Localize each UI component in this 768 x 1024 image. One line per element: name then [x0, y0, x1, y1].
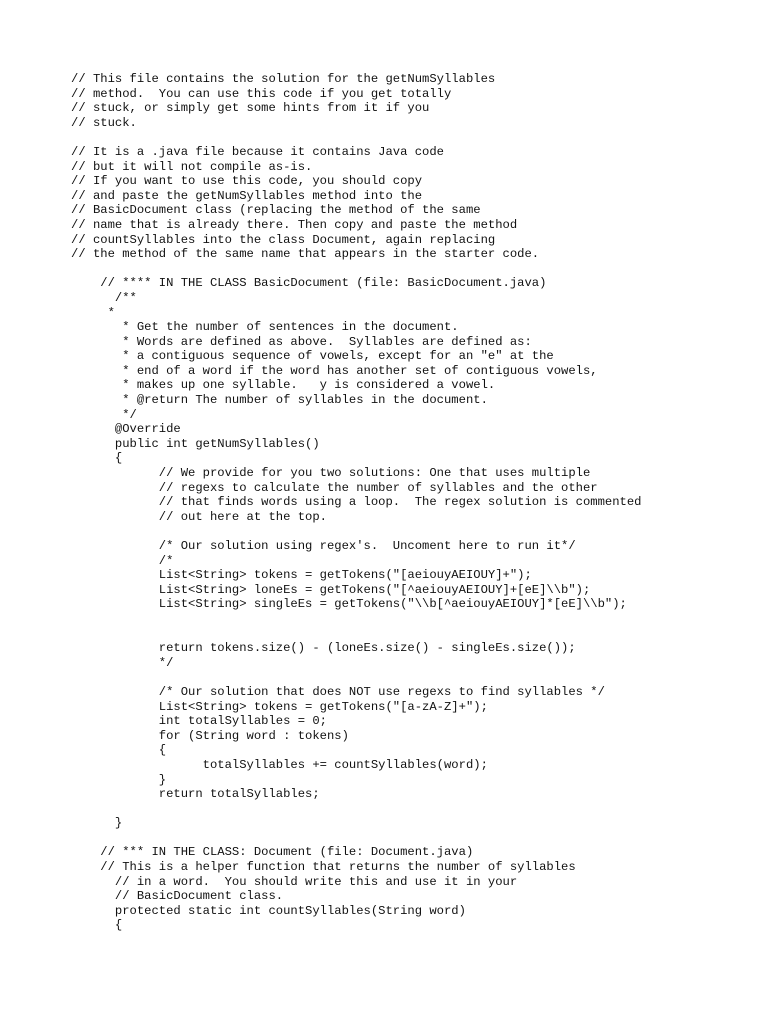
code-line: // stuck. [71, 115, 137, 130]
code-line [71, 130, 751, 145]
code-line: */ [71, 407, 137, 422]
code-line: * Get the number of sentences in the document. [71, 320, 459, 335]
code-line: * Words are defined as above. Syllables are defined as: [71, 334, 532, 349]
code-line: // *** IN THE CLASS: Document (file: Document.java) [71, 845, 474, 860]
code-line: // We provide for you two solutions: One that uses multiple [71, 466, 591, 481]
code-line: // but it will not compile as-is. [71, 159, 313, 174]
code-line: public int getNumSyllables() [71, 436, 320, 451]
code-line: * end of a word if the word has another set of contiguous vowels, [71, 363, 598, 378]
code-line: // that finds words using a loop. The regex solution is commented [71, 495, 642, 510]
code-line: // BasicDocument class. [71, 889, 284, 904]
code-line: return totalSyllables; [71, 787, 320, 802]
code-line: /** [71, 290, 137, 305]
code-line: } [71, 816, 123, 831]
code-line: totalSyllables += countSyllables(word); [71, 757, 488, 772]
code-line: List<String> singleEs = getTokens("\\b[^aeiouyAEIOUY]*[eE]\\b"); [71, 597, 627, 612]
code-block [71, 72, 751, 933]
code-line: protected static int countSyllables(String word) [71, 903, 466, 918]
code-line: List<String> loneEs = getTokens("[^aeiouyAEIOUY]+[eE]\\b"); [71, 582, 591, 597]
code-line: // **** IN THE CLASS BasicDocument (file: BasicDocument.java) [71, 276, 547, 291]
code-line: // method. You can use this code if you get totally [71, 86, 452, 101]
code-line: // name that is already there. Then copy and paste the method [71, 217, 518, 232]
code-line: * makes up one syllable. y is considered a vowel. [71, 378, 496, 393]
code-line: * [71, 305, 115, 320]
code-line: } [71, 772, 167, 787]
code-line: // in a word. You should write this and use it in your [71, 874, 518, 889]
code-line [71, 670, 751, 685]
code-line: int totalSyllables = 0; [71, 714, 327, 729]
code-line: for (String word : tokens) [71, 728, 349, 743]
code-line: /* [71, 553, 174, 568]
code-line: // regexs to calculate the number of syllables and the other [71, 480, 598, 495]
code-line: return tokens.size() - (loneEs.size() - singleEs.size()); [71, 641, 576, 656]
code-line: // This file contains the solution for the getNumSyllables [71, 72, 496, 86]
code-line: // stuck, or simply get some hints from it if you [71, 101, 430, 116]
code-line [71, 612, 751, 627]
code-line: */ [71, 655, 174, 670]
code-line [71, 262, 751, 277]
code-line [71, 524, 751, 539]
code-line: List<String> tokens = getTokens("[a-zA-Z]+"); [71, 699, 488, 714]
code-line: /* Our solution using regex's. Uncoment here to run it*/ [71, 539, 576, 553]
code-line: { [71, 918, 123, 933]
code-line: /* Our solution that does NOT use regexs to find syllables */ [71, 684, 605, 699]
code-line: { [71, 743, 167, 758]
code-line [71, 831, 751, 846]
code-line [71, 627, 751, 642]
code-line: * a contiguous sequence of vowels, except for an "e" at the [71, 349, 554, 364]
code-line: // out here at the top. [71, 509, 327, 524]
code-line: // It is a .java file because it contains Java code [71, 144, 444, 159]
code-line: * @return The number of syllables in the document. [71, 393, 488, 408]
code-line: @Override [71, 422, 181, 437]
code-line: // If you want to use this code, you should copy [71, 174, 423, 189]
code-line: // the method of the same name that appears in the starter code. [71, 247, 540, 262]
code-line: // This is a helper function that returns the number of syllables [71, 860, 576, 875]
code-line: { [71, 451, 123, 466]
code-line: // BasicDocument class (replacing the method of the same [71, 203, 481, 218]
code-line [71, 802, 751, 817]
code-line: // countSyllables into the class Document, again replacing [71, 232, 496, 247]
code-line: // and paste the getNumSyllables method into the [71, 188, 423, 203]
code-line: List<String> tokens = getTokens("[aeiouyAEIOUY]+"); [71, 568, 532, 583]
